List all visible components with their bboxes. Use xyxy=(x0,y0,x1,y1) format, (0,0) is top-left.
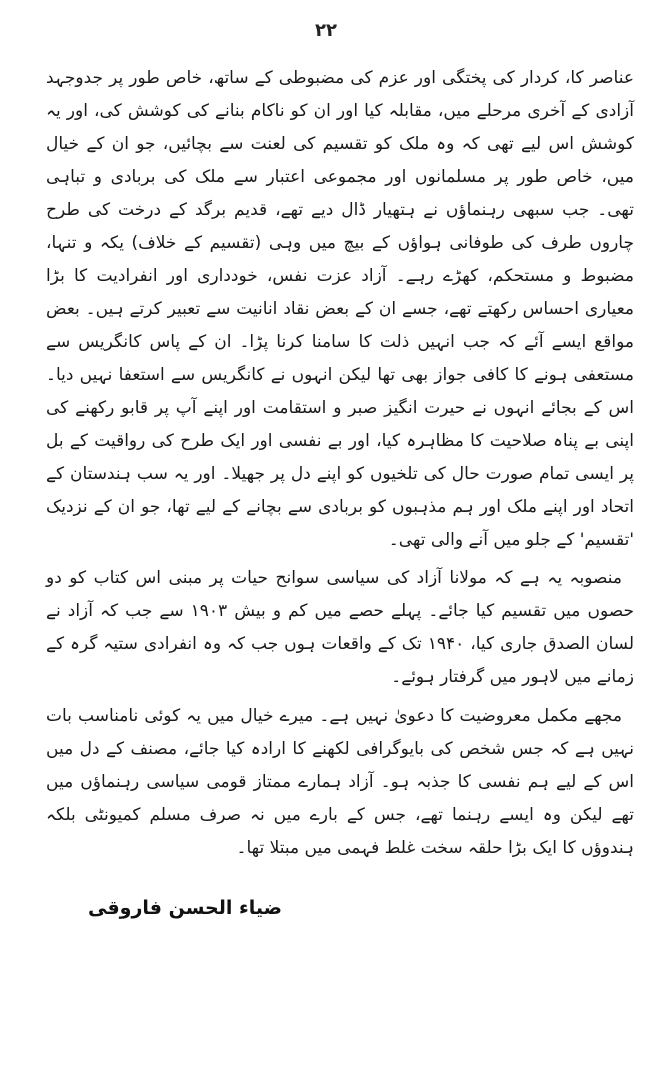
paragraph-3: مجھے مکمل معروضیت کا دعویٰ نہیں ہے۔ میرے خیال میں یہ کوئی نامناسب بات نہیں ہے کہ جس شخص کی بایوگرافی لکھنے کا ارادہ کیا جائے، مصنف کے دل میں اس کے لیے ہم نفسی کا جذبہ ہو۔ آزاد ہمارے ممتاز قومی سیاسی رہنماؤں میں تھے لیکن وہ ایسے رہنما تھے، جس کے بارے میں نہ صرف مسلم کمیونٹی بلکہ ہندوؤں کا ایک بڑا حلقہ سخت غلط فہمی میں مبتلا تھا۔ xyxy=(46,706,635,858)
paragraph-2: منصوبہ یہ ہے کہ مولانا آزاد کی سیاسی سوانح حیات پر مبنی اس کتاب کو دو حصوں میں تقسیم کیا جائے۔ پہلے حصے میں کم و بیش ۱۹۰۳ سے جب کہ آزاد نے لسان الصدق جاری کیا، ۱۹۴۰ تک کے واقعات ہوں جب کہ وہ انفرادی ستیہ گرہ کے زمانے میں لاہور میں گرفتار ہوئے۔ xyxy=(46,568,634,687)
paragraph-1: عناصر کا، کردار کی پختگی اور عزم کی مضبوطی کے ساتھ، خاص طور پر جدوجہد آزادی کے آخری مرحلے میں، مقابلہ کیا اور ان کو ناکام بنانے کی کوشش کی، اور یہ کوشش اس لیے تھی کہ وہ ملک کو تقسیم کی لعنت سے بچائیں، جو ان کے خیال میں، خاص طور پر مسلمانوں اور مجموعی اعتبار سے ملک کی بربادی و تباہی تھی۔ جب سبھی رہنماؤں نے ہتھیار ڈال دیے تھے، قدیم برگد کے درخت کی طرح چاروں طرف کی طوفانی ہواؤں کے بیچ میں وہی (تقسیم کے خلاف) یکہ و تنہا، مضبوط و مستحکم، کھڑے رہے۔ آزاد عزت نفس، خودداری اور انفرادیت کا بڑا معیاری احساس رکھتے تھے، جسے ان کے بعض نقاد انانیت سے تعبیر کرتے ہیں۔ بعض مواقع ایسے آئے کہ جب انہیں ذلت کا سامنا کرنا پڑا۔ ان کے پاس کانگریس سے مستعفی ہونے کا کافی جواز بھی تھا لیکن انہوں نے کانگریس سے استعفا نہیں دیا۔ اس کے بجائے انہوں نے حیرت انگیز صبر و استقامت اور اپنے آپ پر قابو رکھنے کی اپنی بے پناہ صلاحیت کا مظاہرہ کیا، اور بے نفسی اور ایک طرح کی رواقیت کے بل پر ایسی تمام صورت حال کی تلخیوں کو اپنے دل پر جھیلا۔ اور یہ سب ہندستان کے اتحاد اور اپنے ملک اور ہم مذہبوں کو بربادی سے بچانے کے لیے تھا، جو ان کے نزدیک 'تقسیم' کے جلو میں آنے والی تھی۔ xyxy=(46,68,634,550)
page-number: ۲۲ xyxy=(315,20,337,41)
author-signature: ضیاء الحسن فاروقی xyxy=(88,897,282,919)
